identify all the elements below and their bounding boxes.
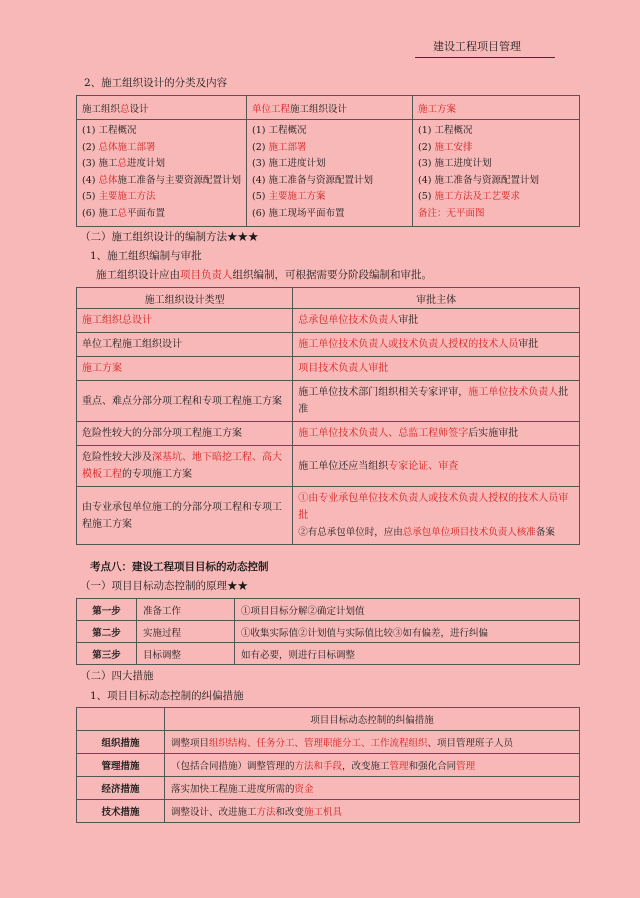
design-type-cell: 施工方案 <box>77 357 293 381</box>
step-name: 准备工作 <box>137 599 235 621</box>
header-design-type: 施工组织设计类型 <box>77 288 293 309</box>
table-row <box>77 777 580 800</box>
measure-type: 组织措施 <box>77 731 165 754</box>
header-overall-design: 施工组织总设计 <box>77 96 247 120</box>
measure-type: 经济措施 <box>77 777 165 800</box>
table-row <box>77 422 580 446</box>
list-item: (2) 总体施工部署 <box>82 141 156 153</box>
sub-section-2b-title: （二）四大措施 <box>80 670 154 682</box>
list-item: (4) 施工准备与资源配置计划 <box>418 174 539 186</box>
sub-section-1-title: （一）项目目标动态控制的原理★★ <box>80 580 248 592</box>
table-row <box>77 731 580 754</box>
approver-cell: 施工单位还应当组织专家论证、审查 <box>293 446 580 487</box>
list-item: (5) 主要施工方案 <box>252 191 326 203</box>
step-description: ①收集实际值②计划值与实际值比较③如有偏差，进行纠偏 <box>235 621 580 643</box>
design-type-cell: 重点、难点分部分项工程和专项工程施工方案 <box>77 381 293 422</box>
design-type-cell: 危险性较大的分部分项工程施工方案 <box>77 422 293 446</box>
item-1b-title: 1、项目目标动态控制的纠偏措施 <box>90 690 244 702</box>
step-label: 第三步 <box>77 643 137 665</box>
approver-cell: 施工单位技术负责人、总监工程师签字后实施审批 <box>293 422 580 446</box>
header-rule <box>415 57 555 58</box>
design-type-cell: 单位工程施工组织设计 <box>77 333 293 357</box>
step-label: 第一步 <box>77 599 137 621</box>
overall-design-contents <box>77 120 247 227</box>
design-type-cell: 施工组织总设计 <box>77 309 293 333</box>
dynamic-control-steps-table <box>76 598 580 665</box>
table-row <box>77 754 580 777</box>
table-row <box>77 800 580 823</box>
step-description: ①项目目标分解②确定计划值 <box>235 599 580 621</box>
section-2-title: 2、施工组织设计的分类及内容 <box>84 77 228 89</box>
approver-cell: 总承包单位技术负责人审批 <box>293 309 580 333</box>
table-row <box>77 487 580 545</box>
measure-content: 调整项目组织结构、任务分工、管理职能分工、工作流程组织、项目管理班子人员 <box>165 731 580 754</box>
approver-cell: 项目技术负责人审批 <box>293 357 580 381</box>
measure-content: 调整设计、改进施工方法和改变施工机具 <box>165 800 580 823</box>
design-type-cell: 危险性较大涉及深基坑、地下暗挖工程、高大模板工程的专项施工方案 <box>77 446 293 487</box>
table-row <box>77 381 580 422</box>
design-type-cell: 由专业承包单位施工的分部分项工程和专项工程施工方案 <box>77 487 293 545</box>
list-item: (2) 施工安排 <box>418 141 473 153</box>
approver-cell: 施工单位技术负责人或技术负责人授权的技术人员审批 <box>293 333 580 357</box>
corrective-measures-table <box>76 707 580 823</box>
paragraph-preparation: 施工组织设计应由项目负责人组织编制，可根据需要分阶段编制和审批。 <box>96 269 432 281</box>
step-label: 第二步 <box>77 621 137 643</box>
list-item: (2) 施工部署 <box>252 141 307 153</box>
list-item: (6) 施工现场平面布置 <box>252 207 345 219</box>
list-item: (5) 施工方法及工艺要求 <box>418 191 520 203</box>
table-row <box>77 643 580 665</box>
list-item: (3) 施工总进度计划 <box>82 158 166 170</box>
measure-content: 落实加快工程施工进度所需的资金 <box>165 777 580 800</box>
construction-plan-contents <box>413 120 580 227</box>
table-row <box>77 333 580 357</box>
list-item: (3) 施工进度计划 <box>418 158 492 170</box>
measures-header: 项目目标动态控制的纠偏措施 <box>165 708 580 731</box>
item-1-title: 1、施工组织编制与审批 <box>90 250 202 262</box>
sub-section-2-title: （二）施工组织设计的编制方法★★★ <box>80 231 259 243</box>
table-row <box>77 309 580 333</box>
table-row <box>77 446 580 487</box>
step-name: 目标调整 <box>137 643 235 665</box>
list-item: (6) 施工总平面布置 <box>82 207 166 219</box>
classification-table <box>76 95 580 227</box>
list-item: 备注：无平面图 <box>418 207 485 219</box>
measure-content: （包括合同措施）调整管理的方法和手段，改变施工管理和强化合同管理 <box>165 754 580 777</box>
approval-table <box>76 287 580 545</box>
list-item: (1) 工程概况 <box>82 125 137 136</box>
step-description: 如有必要，则进行目标调整 <box>235 643 580 665</box>
approver-cell: 施工单位技术部门组织相关专家评审，施工单位技术负责人批准 <box>293 381 580 422</box>
list-item: (1) 工程概况 <box>418 125 473 136</box>
approver-cell: ①由专业承包单位技术负责人或技术负责人授权的技术人员审批 ②有总承包单位时，应由总承包单位项目技术负责人核准备案 <box>293 487 580 545</box>
list-item: (4) 施工准备与资源配置计划 <box>252 174 374 186</box>
measure-type: 技术措施 <box>77 800 165 823</box>
table-row <box>77 357 580 381</box>
header-unit-design: 单位工程施工组织设计 <box>247 96 413 120</box>
list-item: (5) 主要施工方法 <box>82 191 156 203</box>
list-item: (4) 总体施工准备与主要资源配置计划 <box>82 174 242 186</box>
list-item: (3) 施工进度计划 <box>252 158 326 170</box>
header-construction-plan: 施工方案 <box>413 96 580 120</box>
page-header-title: 建设工程项目管理 <box>433 40 521 53</box>
unit-design-contents <box>247 120 413 227</box>
step-name: 实施过程 <box>137 621 235 643</box>
header-approver: 审批主体 <box>293 288 580 309</box>
list-item: (1) 工程概况 <box>252 125 307 136</box>
table-row <box>77 621 580 643</box>
empty-header-cell <box>77 708 165 731</box>
key-point-8-title: 考点八：建设工程项目目标的动态控制 <box>90 561 269 573</box>
measure-type: 管理措施 <box>77 754 165 777</box>
table-row <box>77 599 580 621</box>
